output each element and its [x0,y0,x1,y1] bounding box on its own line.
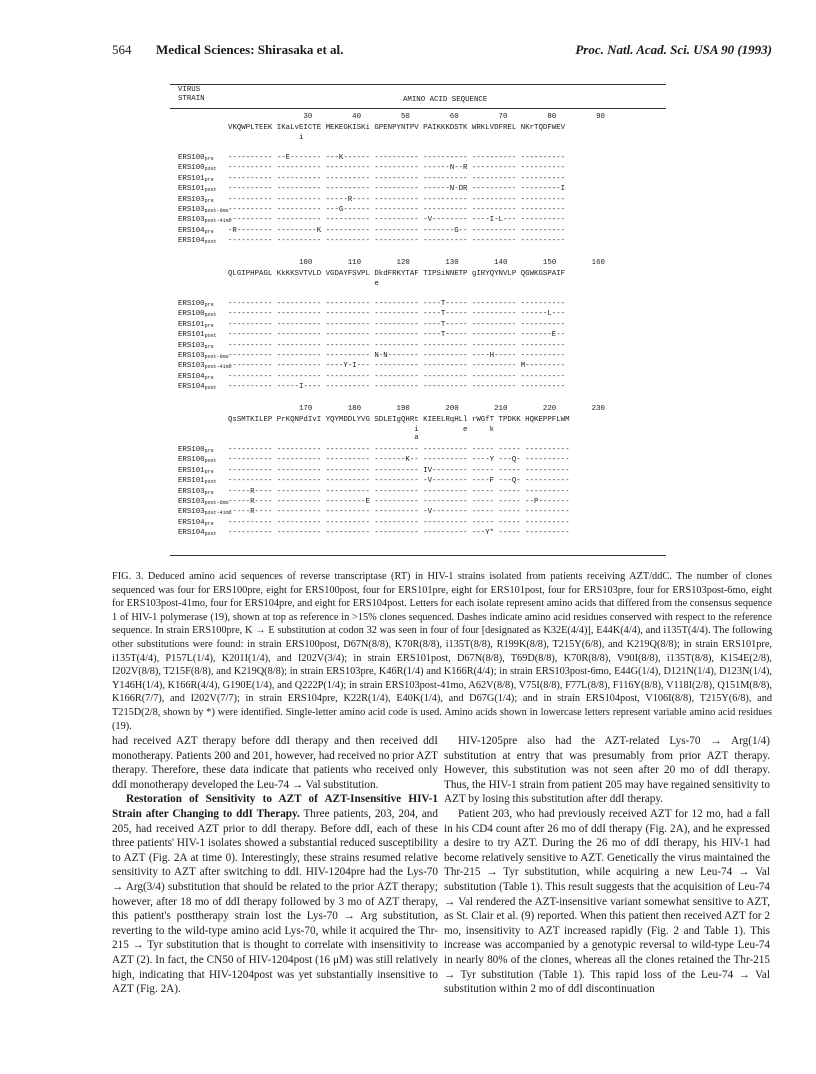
strain-name: ERS100 [178,300,205,308]
strain-label [178,499,229,506]
amino-acid-sequence-header: AMINO ACID SEQUENCE [403,96,488,104]
page-header [112,42,772,62]
position-numbers: 100 110 120 130 140 150 160 [228,259,605,267]
strain-sequence: ---------- ---------- ---------- ---------- ----T----- ---------- ---------- [228,300,566,308]
strain-label [178,509,232,516]
strain-name: ERS101 [178,174,205,183]
strain-timepoint: pre [204,520,214,527]
strain-name: ERS100 [178,456,205,465]
strain-label [178,478,217,485]
sequence-alignment-figure [170,84,666,556]
strain-label [178,530,217,537]
page-number: 564 [112,42,132,57]
strain-label [178,353,229,360]
strain-name: ERS101 [178,477,205,486]
strain-timepoint: post-6mo [204,354,229,360]
strain-name: ERS103 [178,352,205,360]
strain-timepoint: pre [204,343,214,350]
strain-name: ERS101 [178,185,205,194]
left-paragraph-2 [112,792,438,996]
strain-label [178,468,214,475]
strain-name: ERS101 [178,466,205,475]
strain-timepoint: post [204,458,217,465]
strain-sequence: ---------- ---------- ---------- N-N------- ---------- ----H----- ---------- [228,352,566,360]
strain-name: ERS100 [178,154,205,162]
left-paragraph-2-body: Three patients, 203, 204, and 205, had received AZT prior to ddI therapy. Before ddI, each of these three patients' HIV-1 isolates showed a substantial reduced susceptibility to AZT (Fig. 2A at time 0). Interestingly, these strains resumed relative sensitivity to AZT after switching to ddI. HIV-1204pre had the Lys-70 → Arg(3/4) substitution that should be related to the prior AZT therapy; however, after 18 mo of ddI therapy followed by 3 mo of AZT therapy, this patient's posttherapy strain lost the Lys-70 → Arg substitution, reverting to the wild-type amino acid Lys-70, while it acquired the Thr-215 → Tyr substitution that is thought to correlate with insensitivity to AZT (2). In fact, the CN50 of HIV-1204post (16 μM) was still relatively high, indicating that HIV-1204post was yet substantially insensitive to AZT (Fig. 2A). [112,807,438,996]
strain-name: ERS103 [178,195,205,204]
strain-sequence: ---------- ---------- ----Y-I--- ---------- ---------- ---------- M--------- [228,362,566,371]
strain-label [178,363,232,370]
figure-caption: FIG. 3. Deduced amino acid sequences of reverse transcriptase (RT) in HIV-1 strains isolated from patients receiving AZT/ddC. The number of clones sequenced was four for ERS100pre, eight for ERS100post, four for ERS101pre, eight for ERS101post, four for ERS103pre, four for ERS103post-6mo, eight for ERS103post-41mo, four for ERS104pre, and eight for ERS104post. Letters for each isolate represent amino acids that differed from the consensus sequence 1 of HIV-1 polymerase (19), shown at top as reference in >15% clones sequenced. Dashes indicate amino acid residues conserved with respect to the reference sequence. In strain ERS100pre, K → E substitution at codon 32 was seen in four of four [designated as K32E(4/4)], E44K(4/4), and i135T(4/4). The following other substitutions were found: in strain ERS100post, D67N(8/8), K70R(8/8), i135T(8/8), R199K(8/8), T215Y(6/8), and K219Q(8/8); in strain ERS101pre, i135T(4/4), P157L(1/4), K201I(1/4), and I202V(3/4); in strain ERS101post, D67N(8/8), T69D(8/8), K70R(8/8), V90I(8/8), i135T(8/8), K154E(2/8), I202V(8/8), T215F(8/8), and K219Q(8/8); in strain ERS103pre, K46R(1/4) and K166R(4/4); in strain ERS103post-6mo, E44G(1/4), D121N(1/4), D123N(1/4), Y146H(1/4), K166R(4/4), G190E(1/4), and Q222P(1/4); in strain ERS103post-41mo, A62V(8/8), V75I(8/8), F77L(8/8), F116Y(8/8), V118I(2/8), Q151M(8/8), K166R(7/7), and I202V(7/7); in strain ERS104pre, K22R(1/4), E40K(1/4), and D67G(1/4); and in strain ERS104post, V106I(8/8), T215Y(6/8), and T215D(2/8, shown by *) were identified. Single-letter amino acid code is used. Amino acids shown in lowercase letters represent variable amino acid residues (19). [112,571,772,732]
strain-name: ERS104 [178,372,205,381]
strain-timepoint: post [204,531,217,538]
strain-timepoint: post [204,187,217,194]
strain-name: ERS103 [178,341,205,350]
journal-reference: Proc. Natl. Acad. Sci. USA 90 (1993) [575,42,772,57]
strain-sequence: -R-------- ---------K ---------- ---------- -------G-- ---------- ---------- [228,226,566,235]
position-numbers: 30 40 50 60 70 80 90 [228,113,605,121]
strain-sequence: ---------- -----I---- ---------- ---------- ---------- ---------- ---------- [228,383,566,392]
strain-timepoint: post [204,312,217,319]
strain-timepoint: pre [204,176,214,183]
strain-name: ERS104 [178,383,205,392]
left-column [112,734,438,997]
strain-sequence: ---------- ---------- ---------- ---------- -V-------- ----I-L--- ---------- [228,216,566,225]
strain-sequence: ---------- ---------- ---------- ---------- ---------- ----- ----- ---------- [228,446,570,454]
strain-sequence: ---------- --E------- ---K------ ---------- ---------- ---------- ---------- [228,154,566,162]
strain-name: ERS103 [178,206,205,214]
strain-sequence: ---------- ---------- ---------- ---------- ------N-DR ---------- ---------I [228,185,566,194]
right-paragraph-1: HIV-1205pre also had the AZT-related Lys-70 → Arg(1/4) substitution at entry that was presumably from prior AZT therapy. However, this substitution was not seen after 20 mo of ddI therapy. Thus, the HIV-1 strain from patient 205 may have regained sensitivity to AZT by losing this substitution after ddI therapy. [444,735,770,806]
variable-residue-annotation: i [228,134,304,142]
strain-timepoint: pre [204,322,214,329]
running-title: Medical Sciences: Shirasaka et al. [156,42,344,57]
strain-sequence: ---------- ---------- ---------- ---------- ----T----- ---------- ---------- [228,320,566,329]
strain-timepoint: post [204,239,217,246]
virus-label: VIRUS [178,86,201,94]
strain-sequence: ---------- ---------- ---------- ---------- ---------- ---------- ---------- [228,341,566,350]
strain-label [178,155,214,162]
strain-timepoint: post-6mo [204,500,229,506]
strain-name: ERS103 [178,508,205,517]
strain-label [178,384,217,391]
strain-label [178,176,214,183]
table-header-rule [170,108,666,109]
strain-timepoint: post [204,479,217,486]
strain-label [178,186,217,193]
strain-label [178,165,217,172]
strain-sequence: ---------- ---------- ---------- ---------- ---------- ----- ----- ---------- [228,518,570,527]
right-paragraph-2: Patient 203, who had previously received AZT for 12 mo, had a fall in his CD4 count after 26 mo of ddI therapy (Fig. 2A), and he expressed a desire to try AZT. During the 26 mo of ddI therapy, his HIV-1 had become relatively sensitive to AZT. Genetically the virus maintained the Thr-215 → Tyr substitution, while acquiring a new Leu-74 → Val substitution (Table 1). This result suggests that the acquisition of Leu-74 → Val rendered the AZT-insensitive variant somewhat sensitive to AZT, as St. Clair et al. (9) reported. When this patient then received AZT for 2 mo, insensitivity to AZT increased rapidly (Fig. 2 and Table 1). This increase was accompanied by a genotypic reversal to wild-type Leu-74 in nearly 80% of the clones, whereas all the clones retained the Thr-215 → Tyr substitution (Table 1). This rapid loss of the Leu-74 → Val substitution within 2 mo of ddI discontinuation [444,807,770,996]
strain-sequence: ---------- ---------- ---------- ---------- ---------- ---------- ---------- [228,372,566,381]
strain-label [178,197,214,204]
consensus-sequence: VKQWPLTEEK IKaLvEICTE MEKEGKISKi GPENPYNTPV PAIKKKDSTK WRKLVDFREL NKrTQDFWEV [228,124,566,132]
strain-timepoint: post [204,333,217,340]
consensus-sequence: QsSMTKILEP PrKQNPdIvI YQYMDDLYVG SDLEIgQHRt KIEELRqHLl rWGfT TPDKK HQKEPPFLWM [228,416,570,424]
strain-label [178,447,214,454]
variable-residue-annotation: i e k a [414,426,495,442]
strain-name: ERS104 [178,518,205,527]
strain-label [178,457,217,464]
strain-label [178,207,229,214]
strain-label [178,520,214,527]
strain-timepoint: post-41mo [204,510,232,517]
strain-label [178,343,214,350]
strain-name: ERS100 [178,164,205,173]
strain-name: ERS104 [178,529,205,538]
strain-sequence: ---------- ---------- ---------- ---------- ------N--R ---------- ---------- [228,164,566,173]
strain-label [178,489,214,496]
strain-sequence: ---------- ---------- ---------- -------K-- ---------- ----Y ---Q- ---------- [228,456,570,465]
strain-label [178,374,214,381]
strain-timepoint: post [204,166,217,173]
strain-label: STRAIN [178,95,205,103]
strain-sequence: -----R---- ---------- ---------- ---------- ---------- ----- ----- ---------- [228,487,570,496]
strain-timepoint: pre [204,448,214,454]
strain-label [178,322,214,329]
strain-timepoint: pre [204,374,214,381]
strain-name: ERS103 [178,498,205,506]
strain-sequence: ---------- ---------- ---------- ---------- ---------- ---Y* ----- ---------- [228,529,570,538]
strain-timepoint: post-41mo [204,364,232,371]
strain-label [178,332,217,339]
left-paragraph-1: had received AZT therapy before ddI therapy and then received ddI monotherapy. Patients 200 and 201, however, had received no prior AZT therapy. Therefore, these data indicate that patients who received only ddI monotherapy developed the Leu-74 → Val substitution. [112,735,438,791]
strain-label [178,238,217,245]
variable-residue-annotation: e [228,280,379,288]
strain-timepoint: pre [204,489,214,496]
right-column [444,734,770,997]
position-numbers: 170 180 190 200 210 220 230 [228,405,605,413]
strain-sequence: -----R---- ---------- ---------- ---------- -V-------- ----- ----- ---------- [228,508,570,517]
table-bottom-rule [170,555,666,556]
strain-name: ERS100 [178,446,205,454]
strain-sequence: ---------- ---------- ---------- ---------- ----T----- ---------- -------E-- [228,331,566,340]
strain-timepoint: pre [204,197,214,204]
table-top-rule [170,84,666,85]
strain-sequence: ---------- ---------- ---------- ---------- ----T----- ---------- ------L--- [228,310,566,319]
strain-label [178,217,232,224]
strain-name: ERS104 [178,226,205,235]
section-heading: Restoration of Sensitivity to AZT of AZT-Insensitive HIV-1 Strain after Changing to ddI Therapy. [112,793,438,820]
strain-timepoint: pre [204,228,214,235]
strain-timepoint: post-41mo [204,218,232,225]
strain-timepoint: post [204,385,217,392]
strain-label [178,301,214,308]
strain-name: ERS103 [178,216,205,225]
strain-timepoint: pre [204,156,214,162]
strain-sequence: ---------- ---------- ---G------ ---------- ---------- ---------- ---------- [228,206,566,214]
strain-sequence: ---------- ---------- ---------- ---------- -V-------- ----F ---Q- ---------- [228,477,570,486]
strain-name: ERS103 [178,362,205,371]
strain-name: ERS101 [178,320,205,329]
consensus-sequence: QLGIPHPAGL KkKKSVTVLD VGDAYFSVPL DkdFRKYTAF TIPSiNNETP gIRYQYNVLP QGWKGSPAIF [228,270,566,278]
strain-timepoint: pre [204,468,214,475]
strain-name: ERS104 [178,237,205,246]
strain-name: ERS100 [178,310,205,319]
strain-sequence: ---------- ---------- -----R---- ---------- ---------- ---------- ---------- [228,195,566,204]
strain-sequence: -----R---- ---------- ---------E ---------- ---------- ----- ----- --P------- [228,498,570,506]
strain-name: ERS103 [178,487,205,496]
strain-sequence: ---------- ---------- ---------- ---------- ---------- ---------- ---------- [228,237,566,246]
strain-name: ERS101 [178,331,205,340]
strain-timepoint: pre [204,302,214,308]
strain-label [178,311,217,318]
strain-timepoint: post-6mo [204,208,229,214]
strain-sequence: ---------- ---------- ---------- ---------- IV-------- ----- ----- ---------- [228,466,570,475]
strain-label [178,228,214,235]
strain-sequence: ---------- ---------- ---------- ---------- ---------- ---------- ---------- [228,174,566,183]
